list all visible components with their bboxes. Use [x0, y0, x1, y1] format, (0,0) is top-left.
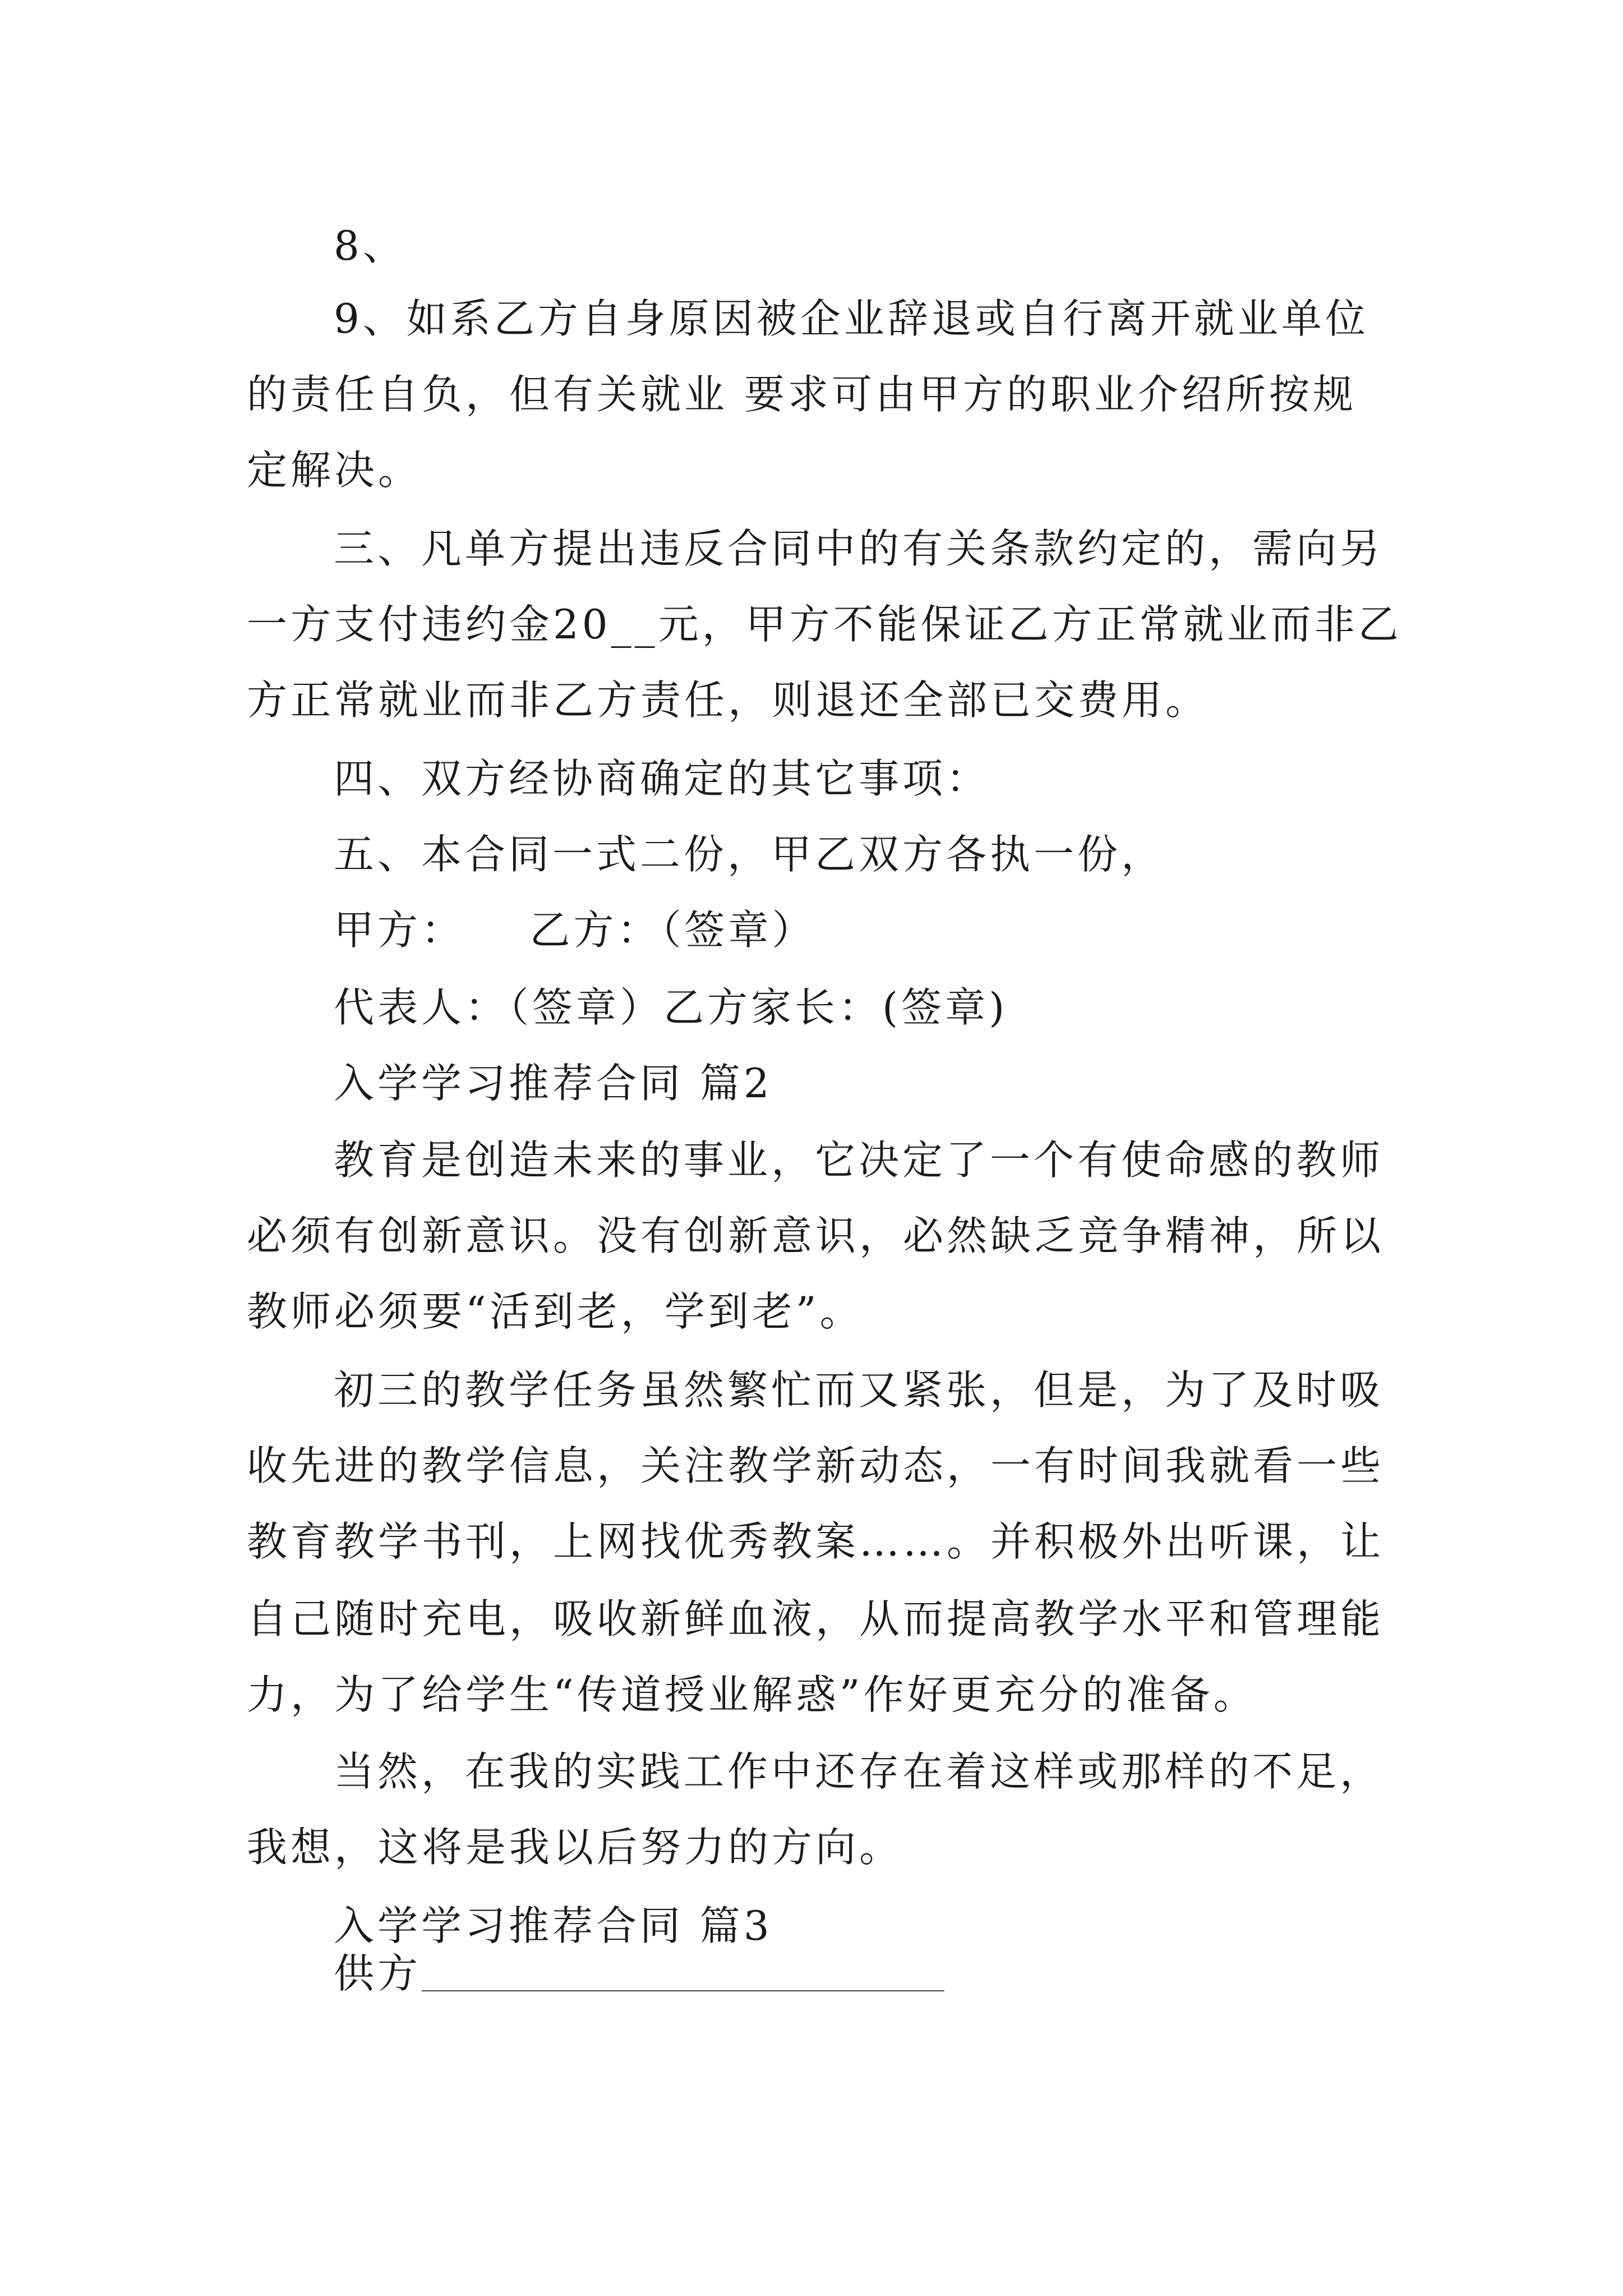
para-2-2-line-3: 教育教学书刊，上网找优秀教案……。并积极外出听课，让: [247, 1518, 1385, 1565]
heading-part-3: 入学学习推荐合同 篇3: [334, 1902, 773, 1949]
para-2-3-line-2: 我想，这将是我以后努力的方向。: [247, 1824, 903, 1871]
section-3-line-1: 三、凡单方提出违反合同中的有关条款约定的，需向另: [334, 525, 1384, 572]
supplier-label: 供方: [334, 1950, 422, 1997]
section-5: 五、本合同一式二份，甲乙双方各执一份，: [334, 831, 1165, 878]
para-2-3-line-1: 当然，在我的实践工作中还存在着这样或那样的不足，: [334, 1748, 1384, 1795]
section-3-line-2: 一方支付违约金20__元，甲方不能保证乙方正常就业而非乙: [247, 601, 1402, 648]
para-2-2-line-1: 初三的教学任务虽然繁忙而又紧张，但是，为了及时吸: [334, 1366, 1384, 1414]
para-2-1-line-1: 教育是创造未来的事业，它决定了一个有使命感的教师: [334, 1137, 1384, 1184]
section-4: 四、双方经协商确定的其它事项：: [334, 755, 990, 802]
para-2-1-line-2: 必须有创新意识。没有创新意识，必然缺乏竞争精神，所以: [247, 1212, 1385, 1259]
clause-9-line-1: 9、如系乙方自身原因被企业辞退或自行离开就业单位: [334, 295, 1369, 342]
para-2-2-line-4: 自己随时充电，吸收新鲜血液，从而提高教学水平和管理能: [247, 1595, 1385, 1642]
supplier-blank-underline: [422, 1990, 944, 1991]
section-3-line-3: 方正常就业而非乙方责任，则退还全部已交费用。: [247, 677, 1210, 724]
signature-line-reps: 代表人：（签章）乙方家长：(签章): [334, 984, 1008, 1031]
para-2-2-line-2: 收先进的教学信息，关注教学新动态，一有时间我就看一些: [247, 1442, 1385, 1489]
heading-part-2: 入学学习推荐合同 篇2: [334, 1060, 773, 1107]
clause-9-line-2: 的责任自负，但有关就业 要求可由甲方的职业介绍所按规: [247, 371, 1357, 418]
signature-line-parties: 甲方： 乙方：（签章）: [334, 907, 816, 954]
clause-9-line-3: 定解决。: [247, 447, 422, 494]
para-2-2-line-5: 力，为了给学生“传道授业解惑”作好更充分的准备。: [247, 1671, 1257, 1718]
clause-8: 8、: [334, 222, 407, 269]
para-2-1-line-3: 教师必须要“活到老，学到老”。: [247, 1288, 864, 1335]
